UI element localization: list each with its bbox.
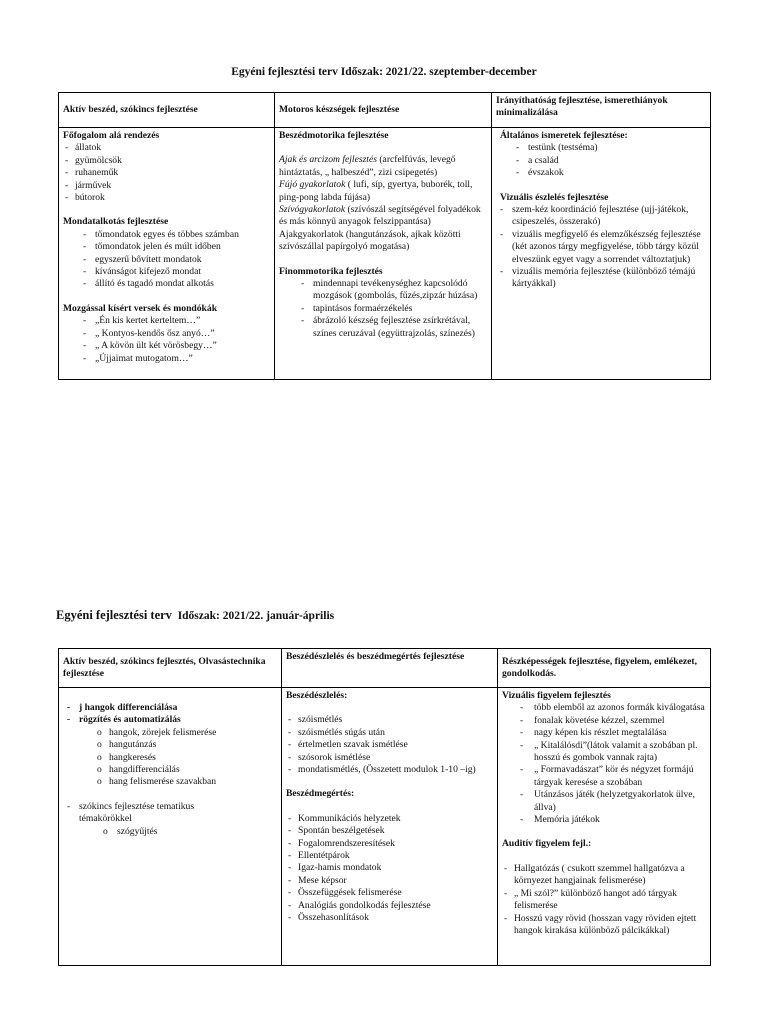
section-heading: Auditív figyelem fejl.: xyxy=(502,838,592,850)
list-item: - Ellentétpárok xyxy=(286,850,493,862)
list-item: - „ A kövön ült két vörösbegy…” xyxy=(63,340,270,352)
list-item: - „ Mi szól?” különböző hangot adó tárgyak felismerése xyxy=(502,888,706,913)
list-item: - „Én kis kertet kerteltem…” xyxy=(63,315,270,327)
list-item: o hangdifferenciálás xyxy=(63,764,277,776)
list-item: o hangkeresés xyxy=(63,752,277,764)
list-item: - Spontán beszélgetések xyxy=(286,825,493,837)
paragraph xyxy=(279,179,487,204)
section-heading: Általános ismeretek fejlesztése: xyxy=(500,130,628,141)
section-heading: Mondatalkotás fejlesztése xyxy=(63,216,169,228)
plan1-header-row xyxy=(59,93,711,128)
list-item: o hang felismerése szavakban xyxy=(63,776,277,788)
list-item: o szógyűjtés xyxy=(63,826,277,838)
list-item: - egyszerű bővített mondatok xyxy=(63,254,270,266)
plan1-header-1: Aktív beszéd, szókincs fejlesztése xyxy=(59,93,275,128)
list-item: - Igaz-hamis mondatok xyxy=(286,862,493,874)
list-item: - állító és tagadó mondat alkotás xyxy=(63,278,270,290)
list-item: - testünk (testséma) xyxy=(496,142,706,154)
list-item: - ruhaneműk xyxy=(63,167,270,179)
list-item: - Utánzásos játék (helyzetgyakorlatok ülve, állva) xyxy=(502,789,706,814)
plan1-col3 xyxy=(492,128,711,380)
plan1-header-2: Motoros készségek fejlesztése xyxy=(275,93,492,128)
list-item: - Összefüggések felismerése xyxy=(286,887,493,899)
plan1-header-3: Irányíthatóság fejlesztése, ismerethiányok minimalizálása xyxy=(492,93,711,128)
paragraph xyxy=(279,154,487,179)
section-heading: Beszédmegértés: xyxy=(286,788,355,800)
list-item: - szóismétlés xyxy=(286,714,493,726)
list-item: - fonalak követése kézzel, szemmel xyxy=(502,715,706,727)
list-item: - Hallgatózás ( csukott szemmel hallgatózva a környezet hangjainak felismerése) xyxy=(502,863,706,888)
plan2-header-3: Részképességek fejlesztése, figyelem, emlékezet, gondolkodás. xyxy=(498,649,711,688)
list-item: - állatok xyxy=(63,142,270,154)
list-item: - „ Kitalálósdi”(látok valamit a szobában pl. hosszú és gombok vannak rajta) xyxy=(502,740,706,765)
list-item: - „Újjaimat mutogatom…” xyxy=(63,353,270,365)
paragraph-lead: Szívógyakorlatok xyxy=(279,204,346,216)
list-item: - mondatismétlés, (Összetett modulok 1-10 –ig) xyxy=(286,764,493,776)
paragraph-text: (szívószál segítségével folyadékok és más könnyű anyagok felszippantása) xyxy=(279,204,481,228)
plan2-content-row xyxy=(59,688,711,966)
plan2-table xyxy=(58,648,711,966)
list-item: - kívánságot kifejező mondat xyxy=(63,266,270,278)
section-heading: Beszédmotorika fejlesztése xyxy=(279,130,389,141)
list-item: - Memória játékok xyxy=(502,814,706,826)
list-item: - szóismétlés súgás után xyxy=(286,727,493,739)
paragraph xyxy=(279,204,487,229)
plan1-title: Egyéni fejlesztési terv Időszak: 2021/22. szeptember-december xyxy=(231,66,537,78)
list-item: - szem-kéz koordináció fejlesztése (ujj-játékok, csipeszelés, összerakó) xyxy=(496,204,706,229)
plan2-title-period: Időszak: 2021/22. január-április xyxy=(177,610,335,622)
list-item: - szósorok ismétlése xyxy=(286,752,493,764)
plan2-header-1: Aktív beszéd, szókincs fejlesztés, Olvasástechnika fejlesztése xyxy=(59,649,282,688)
list-item: - Fogalomrendszeresítések xyxy=(286,838,493,850)
list-item: - járművek xyxy=(63,180,270,192)
paragraph-text: (arcfelfúvás, levegő hintáztatás, „ halbeszéd”, zizi csipegetés) xyxy=(279,154,456,178)
plan2-title-main: Egyéni fejlesztési terv xyxy=(56,608,172,622)
list-item: - mindennapi tevékenységhez kapcsolódó mozgások (gombolás, fűzés,zipzár húzása) xyxy=(279,278,487,303)
plan2-col2 xyxy=(282,688,498,966)
paragraph: Ajakgyakorlatok (hangutánzások, ajkak közötti szívószállal papírgolyó mogatása) xyxy=(279,228,461,253)
list-item: - bútorok xyxy=(63,192,270,204)
list-item: - értelmetlen szavak ismétlése xyxy=(286,739,493,751)
list-item: - nagy képen kis részlet megtalálása xyxy=(502,727,706,739)
section-heading: Beszédészlelés: xyxy=(286,690,348,701)
list-item: - vizuális memória fejlesztése (különböző témájú kártyákkal) xyxy=(496,266,706,291)
list-item: - Kommunikációs helyzetek xyxy=(286,813,493,825)
plan2-title xyxy=(56,608,334,623)
section-heading: Vizuális észlelés fejlesztése xyxy=(500,191,609,203)
paragraph-text: ( lufi, síp, gyertya, buborék, toll, ping-pong labda fújása) xyxy=(279,179,473,203)
section-heading: Mozgással kísért versek és mondókák xyxy=(63,302,218,314)
list-item: - ábrázoló készség fejlesztése zsírkrétával, színes ceruzával (együttrajzolás, színezés) xyxy=(279,315,487,340)
list-item: - Összehasonlítások xyxy=(286,912,493,924)
list-item: - Mese képsor xyxy=(286,875,493,887)
section-heading: Főfogalom alá rendezés xyxy=(63,130,160,141)
list-item: - rögzítés és automatizálás xyxy=(63,714,277,726)
plan1-col2 xyxy=(275,128,492,380)
list-item: o hangutánzás xyxy=(63,739,277,751)
list-item: o hangok, zörejek felismerése xyxy=(63,727,277,739)
list-item: - tőmondatok egyes és többes számban xyxy=(63,229,270,241)
plan1-content-row xyxy=(59,128,711,380)
list-item: - tőmondatok jelen és múlt időben xyxy=(63,241,270,253)
list-item: - tapintásos formaérzékelés xyxy=(279,303,487,315)
paragraph-lead: Fújó gyakorlatok xyxy=(279,179,346,191)
plan2-col3 xyxy=(498,688,711,966)
list-item: - „ Kontyos-kendős ősz anyó…” xyxy=(63,328,270,340)
list-item: - vizuális megfigyelő és elemzőkészség fejlesztése (két azonos tárgy megfigyelése, több tárgy közül elveszünk egyet vagy a sorrendet változtatjuk) xyxy=(496,229,706,266)
list-item: - „ Formavadászat” kör és négyzet formájú tárgyak keresése a szobában xyxy=(502,764,706,789)
list-item: - Analógiás gondolkodás fejlesztése xyxy=(286,900,493,912)
section-heading: Vizuális figyelem fejlesztés xyxy=(502,690,611,701)
plan1-col1 xyxy=(59,128,275,380)
list-item: - j hangok differenciálása xyxy=(63,702,277,714)
list-item: - több elemből az azonos formák kiválogatása xyxy=(502,702,706,714)
list-item: - szókincs fejlesztése tematikus témakörökkel xyxy=(63,801,277,826)
plan2-header-2: Beszédészlelés és beszédmegértés fejlesztése xyxy=(282,649,498,688)
list-item: - gyümölcsök xyxy=(63,155,270,167)
plan1-table xyxy=(58,92,711,380)
list-item: - évszakok xyxy=(496,167,706,179)
plan2-header-row xyxy=(59,649,711,688)
paragraph-lead: Ajak és arcizom fejlesztés xyxy=(279,154,377,166)
plan2-col1 xyxy=(59,688,282,966)
list-item: - Hosszú vagy rövid (hosszan vagy röviden ejtett hangok kirakása különböző pálcikákkal) xyxy=(502,913,706,938)
list-item: - a család xyxy=(496,155,706,167)
section-heading: Finommotorika fejlesztés xyxy=(279,265,383,277)
